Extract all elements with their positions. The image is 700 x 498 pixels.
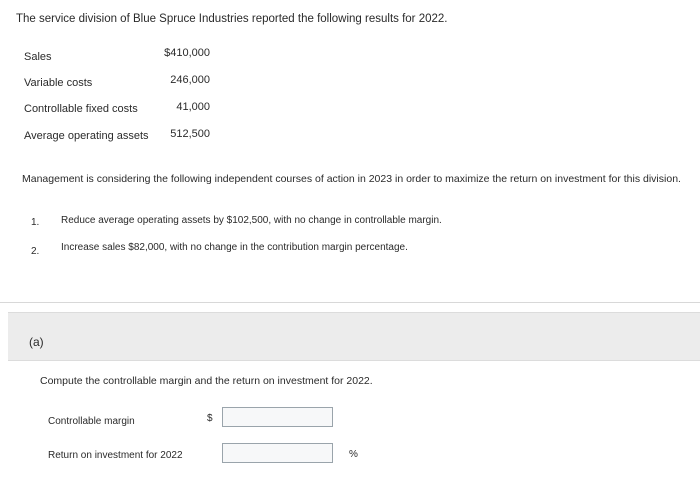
roi-label: Return on investment for 2022 <box>48 450 183 461</box>
controllable-fixed-costs-value: 41,000 <box>176 101 210 113</box>
variable-costs-label: Variable costs <box>24 77 93 89</box>
sales-value: $410,000 <box>164 47 210 59</box>
controllable-margin-label: Controllable margin <box>48 416 135 427</box>
management-text: Management is considering the following independent courses of action in 2023 in order to maximize the return on investment for this division. <box>22 173 681 185</box>
roi-input[interactable] <box>222 443 333 463</box>
controllable-fixed-costs-label: Controllable fixed costs <box>24 103 138 115</box>
average-operating-assets-label: Average operating assets <box>24 130 149 142</box>
part-a-label: (a) <box>29 335 44 349</box>
percent-sign: % <box>349 449 358 460</box>
part-header-band <box>8 312 700 361</box>
controllable-margin-input[interactable] <box>222 407 333 427</box>
problem-intro: The service division of Blue Spruce Industries reported the following results for 2022. <box>16 13 448 25</box>
option-number-2: 2. <box>31 246 40 257</box>
option-text-1: Reduce average operating assets by $102,500, with no change in controllable margin. <box>61 215 442 226</box>
section-divider <box>0 302 700 303</box>
average-operating-assets-value: 512,500 <box>170 128 210 140</box>
variable-costs-value: 246,000 <box>170 74 210 86</box>
option-number-1: 1. <box>31 217 40 228</box>
option-text-2: Increase sales $82,000, with no change in the contribution margin percentage. <box>61 242 408 253</box>
part-a-instruction: Compute the controllable margin and the return on investment for 2022. <box>40 375 373 387</box>
sales-label: Sales <box>24 51 52 63</box>
dollar-sign: $ <box>207 413 213 424</box>
